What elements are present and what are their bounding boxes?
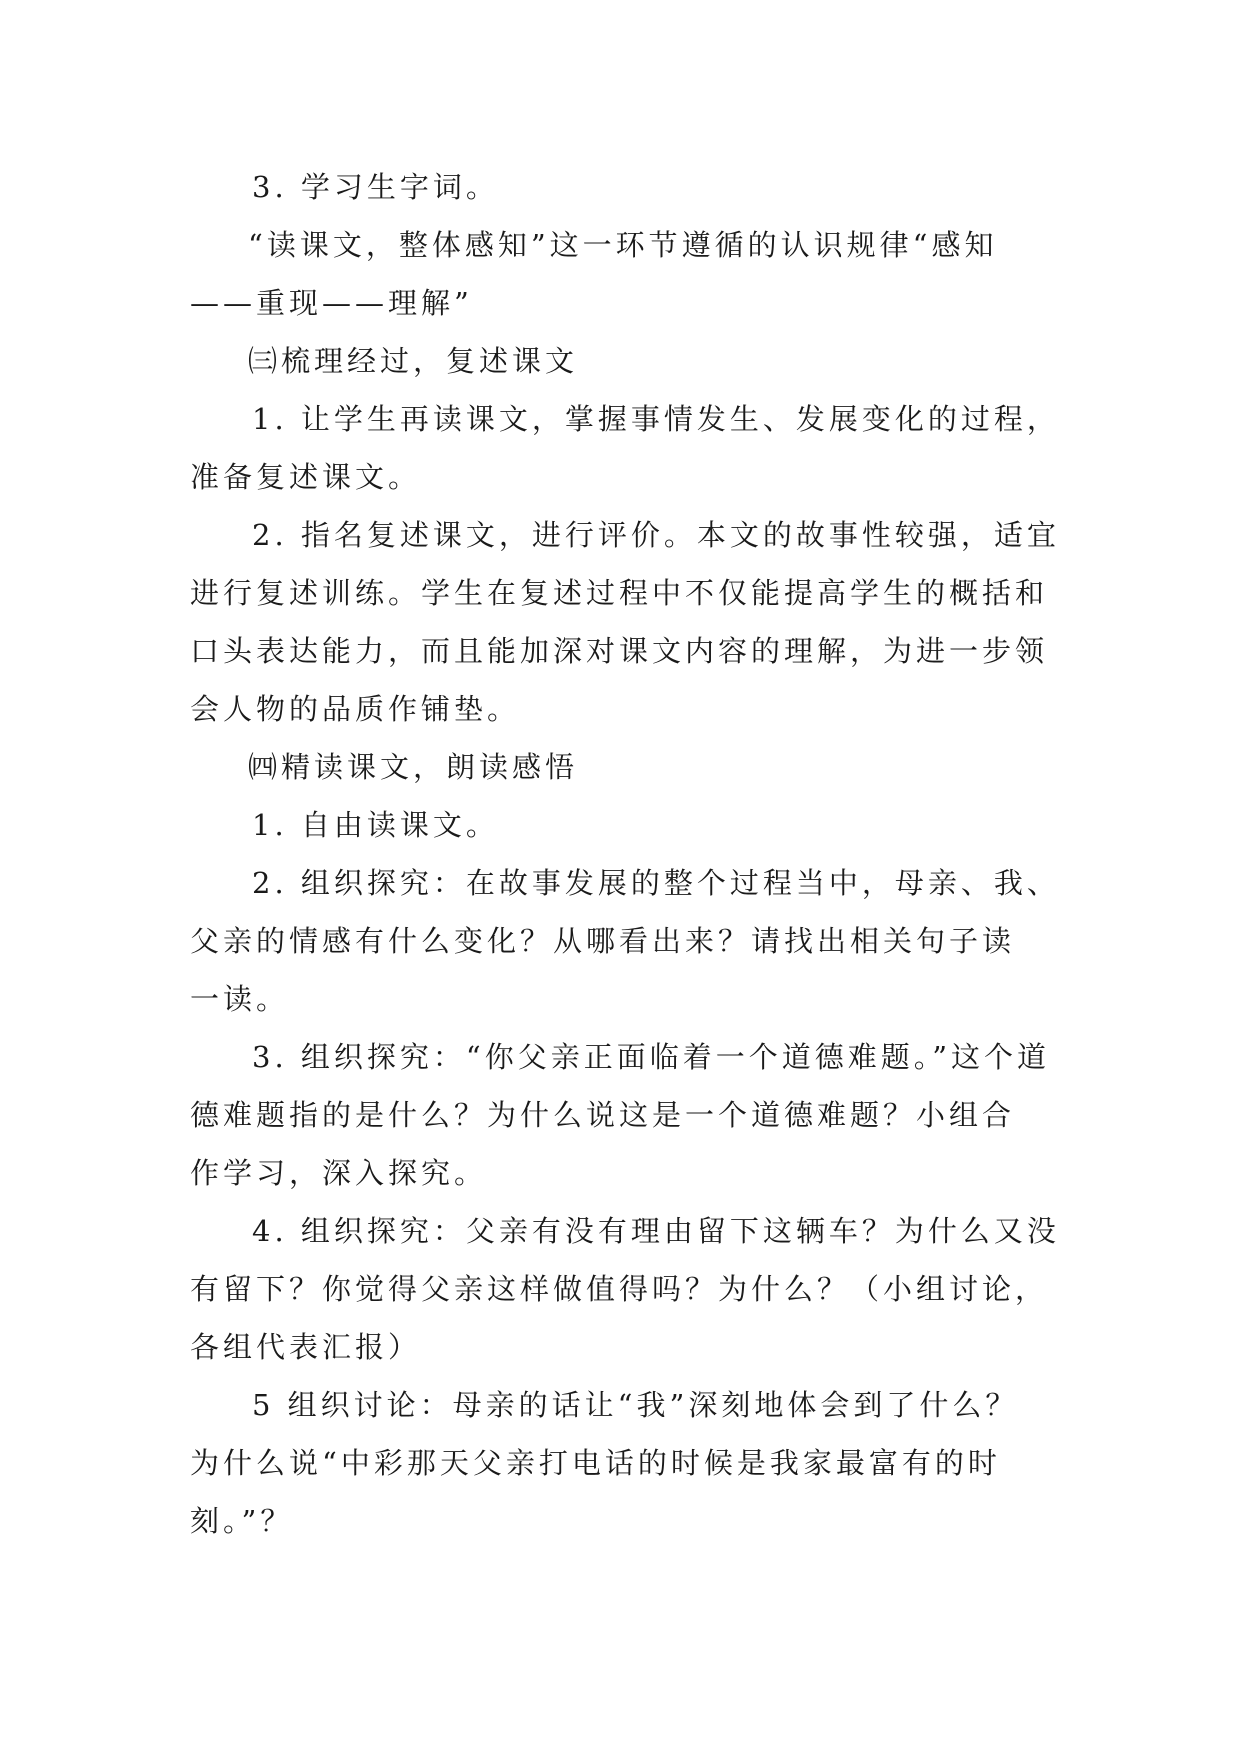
text-line: 3. 学习生字词。 — [252, 170, 499, 204]
text-line: 各组代表汇报） — [190, 1330, 422, 1364]
text-line: “读课文，整体感知”这一环节遵循的认识规律“感知 — [248, 228, 998, 262]
section-heading: ㈣精读课文，朗读感悟 — [248, 750, 579, 784]
text-line: 进行复述训练。学生在复述过程中不仅能提高学生的概括和 — [190, 576, 1049, 610]
text-line: 会人物的品质作铺垫。 — [190, 692, 521, 726]
text-line: 父亲的情感有什么变化？从哪看出来？请找出相关句子读 — [190, 924, 1016, 958]
text-line: 为什么说“中彩那天父亲打电话的时候是我家最富有的时 — [190, 1446, 1001, 1480]
text-line: 有留下？你觉得父亲这样做值得吗？为什么？（小组讨论， — [190, 1272, 1049, 1306]
text-line: 3. 组织探究：“你父亲正面临着一个道德难题。”这个道 — [252, 1040, 1051, 1074]
document-body — [190, 158, 1060, 1550]
text-line: 一读。 — [190, 982, 290, 1016]
text-line: 5 组织讨论：母亲的话让“我”深刻地体会到了什么？ — [252, 1388, 1019, 1422]
text-line: 4. 组织探究：父亲有没有理由留下这辆车？为什么又没 — [252, 1214, 1060, 1248]
text-line: 作学习，深入探究。 — [190, 1156, 488, 1190]
text-line: 2. 指名复述课文，进行评价。本文的故事性较强，适宜 — [252, 518, 1060, 552]
text-line: 1. 自由读课文。 — [252, 808, 499, 842]
text-line: 1. 让学生再读课文，掌握事情发生、发展变化的过程， — [252, 402, 1060, 436]
section-heading: ㈢梳理经过，复述课文 — [248, 344, 579, 378]
text-line: 德难题指的是什么？为什么说这是一个道德难题？小组合 — [190, 1098, 1016, 1132]
text-line: 2. 组织探究：在故事发展的整个过程当中，母亲、我、 — [252, 866, 1060, 900]
text-line: ——重现——理解” — [190, 286, 473, 320]
text-line: 准备复述课文。 — [190, 460, 422, 494]
text-line: 刻。”？ — [190, 1504, 294, 1538]
text-line: 口头表达能力，而且能加深对课文内容的理解，为进一步领 — [190, 634, 1049, 668]
